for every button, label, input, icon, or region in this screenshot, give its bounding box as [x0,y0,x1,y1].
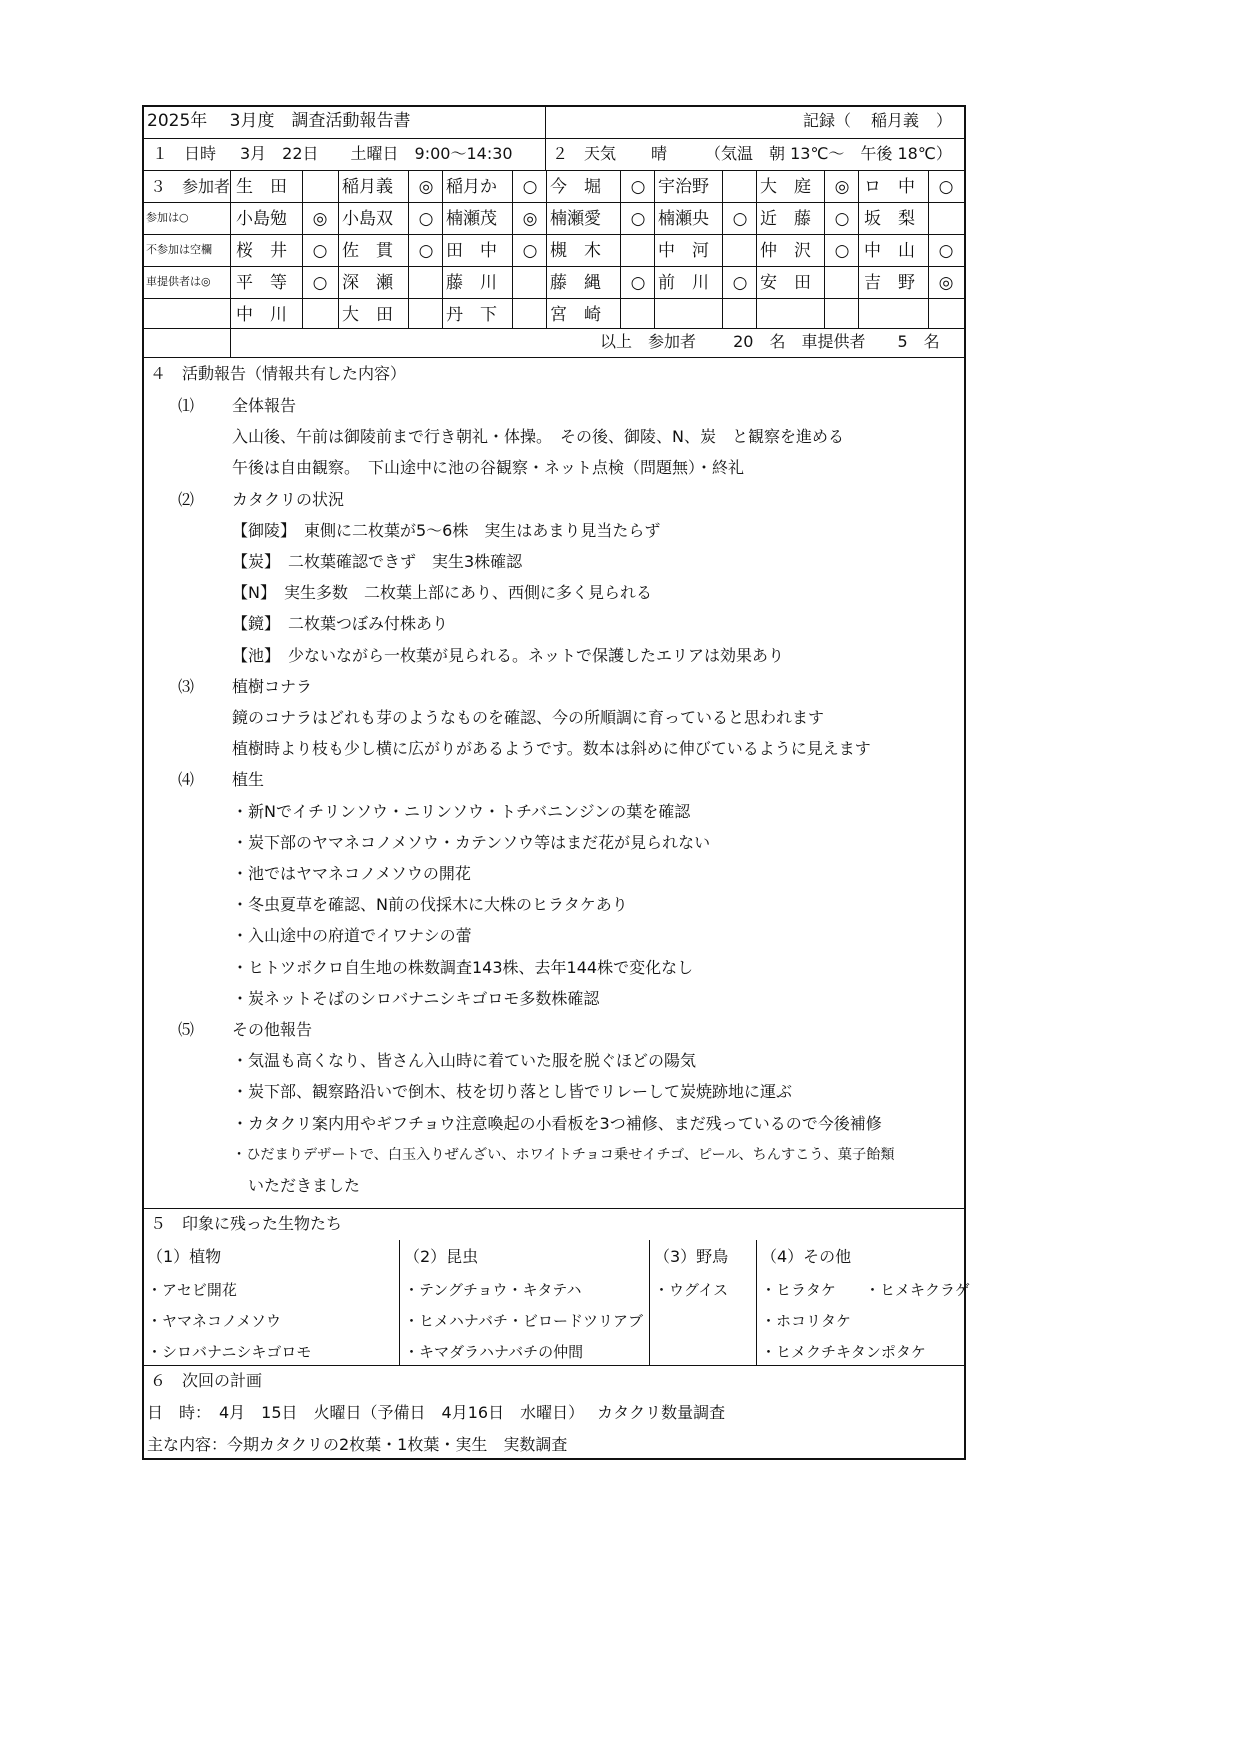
participant-name: 吉 野 [864,273,915,293]
rule-line [144,266,964,267]
participant-name: 小島勉 [236,209,287,229]
participants-label: ３ 参加者 [150,177,231,196]
recorder-label: 記録（ [803,111,852,130]
report-line: 入山後、午前は御陵前まで行き朝礼・体操。 その後、御陵、N、炭 と観察を進める [232,427,844,447]
attendance-mark: ○ [418,241,434,261]
creature-category: （3）野鳥 [654,1247,729,1266]
creature-item: ・テングチョウ・キタテハ [404,1281,582,1299]
attendance-mark: ○ [938,241,954,261]
participant-summary: 以上 参加者 20 名 車提供者 5 名 [600,332,940,351]
attendance-mark: ○ [834,209,850,229]
report-line: ・ひだまりデザートで、白玉入りぜんざい、ホワイトチョコ乗せイチゴ、ピール、ちんすこう、菓子飴類 [232,1146,895,1163]
rule-line [756,1240,757,1365]
creature-item: ・ヒラタケ [761,1281,836,1299]
attendance-mark: ○ [312,273,328,293]
report-line: 【御陵】 東側に二枚葉が5～6株 実生はあまり見当たらず [232,520,661,540]
participant-name: ロ 中 [864,177,915,197]
rule-line [338,170,339,328]
section-title: 全体報告 [232,396,297,415]
participant-name: 中 河 [658,241,709,261]
attendance-mark: ◎ [522,209,538,229]
section-number: ⑷ [178,770,195,790]
rule-line [512,170,513,328]
report-line: ・池ではヤマネコノメソウの開花 [232,864,471,883]
rule-line [408,170,409,328]
activity-heading: ４ 活動報告（情報共有した内容） [150,364,407,383]
participant-name: 楠瀬愛 [550,209,601,229]
participant-name: 丹 下 [446,305,497,325]
participant-name: 平 等 [236,273,287,293]
date-value: 3月 22日 土曜日 9:00～14:30 [240,144,513,163]
attendance-mark: ○ [938,177,954,197]
report-line: 鏡のコナラはどれも芽のようなものを確認、今の所順調に育っていると思われます [232,708,825,727]
participant-name: 大 庭 [760,177,811,197]
rule-line [144,298,964,299]
participant-name: 宮 崎 [550,305,601,325]
rule-line [545,107,546,170]
attendance-mark: ◎ [312,209,328,229]
participant-name: 桜 井 [236,241,287,261]
rule-line [442,170,443,328]
report-sheet [142,105,971,1460]
creature-item: ・アセビ開花 [147,1281,237,1299]
attendance-mark: ◎ [938,273,954,293]
legend-absent: 不参加は空欄 [146,243,212,256]
next-plan-content: 主な内容：今期カタクリの2枚葉・1枚葉・実生 実数調査 [147,1435,568,1454]
report-line: 【鏡】 二枚葉つぼみ付株あり [232,614,449,634]
creature-category: （1）植物 [147,1247,222,1266]
rule-line [230,328,231,357]
weather-value: 晴 [651,144,668,163]
legend-attend: 参加は○ [146,211,189,224]
creature-item: ・ヒメハナバチ・ビロードツリアブ [404,1312,643,1330]
section-number: ⑴ [178,396,195,415]
rule-line [144,1365,964,1366]
report-line: 植樹時より枝も少し横に広がりがあるようです。数本は斜めに伸びているように見えます [232,739,871,759]
date-label: １ 日時 [152,144,217,163]
report-line: ・カタクリ案内用やギフチョウ注意喚起の小看板を3つ補修、まだ残っているので今後補修 [232,1113,882,1133]
rule-line [144,357,964,358]
participant-name: 今 堀 [550,177,601,197]
temperature: （気温 朝 13℃～ 午後 18℃） [705,144,952,163]
section-title: 植樹コナラ [232,676,313,696]
report-title: 2025年 3月度 調査活動報告書 [147,111,411,131]
rule-line [649,1240,650,1365]
attendance-mark: ○ [630,177,646,197]
rule-line [144,234,964,235]
creature-item: ・ヤマネコノメソウ [147,1312,281,1330]
rule-line [144,170,964,171]
creature-category: （2）昆虫 [404,1247,479,1266]
participant-name: 佐 貫 [342,241,393,261]
creature-item: ・シロバナニシキゴロモ [147,1343,312,1361]
rule-line [928,170,929,328]
participant-name: 近 藤 [760,209,811,229]
report-line: ・炭下部、観察路沿いで倒木、枝を切り落とし皆でリレーして炭焼跡地に運ぶ [232,1082,793,1102]
rule-line [302,170,303,328]
report-line: いただきました [232,1176,361,1195]
rule-line [230,170,231,328]
participant-name: 前 川 [658,273,709,293]
participant-name: 中 山 [864,241,915,261]
participant-name: 稲月か [446,177,497,197]
report-line: 【N】 実生多数 二枚葉上部にあり、西側に多く見られる [232,583,652,603]
creature-item: ・ヒメキクラゲ [865,1281,971,1299]
rule-line [858,170,859,328]
section-number: ⑸ [178,1020,195,1039]
attendance-mark: ◎ [834,177,850,197]
creatures-heading: ５ 印象に残った生物たち [150,1214,343,1233]
report-line: ・ヒトツボクロ自生地の株数調査143株、去年144株で変化なし [232,957,694,977]
rule-line [620,170,621,328]
report-line: 【炭】 二枚葉確認できず 実生3株確認 [232,552,523,571]
participant-name: 坂 梨 [864,209,915,229]
rule-line [546,170,547,328]
attendance-mark: ○ [630,209,646,229]
participant-name: 田 中 [446,241,497,261]
attendance-mark: ○ [522,241,538,261]
creature-item: ・ウグイス [654,1281,729,1299]
rule-line [144,138,964,139]
section-title: 植生 [232,770,265,790]
participant-name: 中 川 [236,305,287,325]
participant-name: 藤 川 [446,273,497,293]
report-line: ・炭ネットそばのシロバナニシキゴロモ多数株確認 [232,988,600,1008]
next-plan-date: 日 時： 4月 15日 火曜日（予備日 4月16日 水曜日） カタクリ数量調査 [147,1403,726,1422]
rule-line [144,328,964,329]
rule-line [144,202,964,203]
legend-car: 車提供者は◎ [146,275,211,288]
participant-name: 槻 木 [550,241,601,261]
attendance-mark: ○ [732,273,748,293]
attendance-mark: ○ [732,209,748,229]
creature-item: ・ヒメクチキタンポタケ [761,1343,926,1361]
recorder-name: 稲月義 [871,111,920,130]
section-title: カタクリの状況 [232,489,345,509]
participant-name: 仲 沢 [760,241,811,261]
section-number: ⑵ [178,489,195,509]
recorder-close: ） [936,111,953,130]
participant-name: 宇治野 [658,177,709,197]
attendance-mark: ○ [418,209,434,229]
creature-item: ・ホコリタケ [761,1312,852,1330]
report-line: ・冬虫夏草を確認、N前の伐採木に大株のヒラタケあり [232,895,628,915]
participant-name: 稲月義 [342,177,393,197]
participant-name: 藤 縄 [550,273,601,293]
section-title: その他報告 [232,1020,313,1039]
participant-name: 楠瀬茂 [446,209,497,229]
report-line: ・気温も高くなり、皆さん入山時に着ていた服を脱ぐほどの陽気 [232,1051,697,1071]
section-number: ⑶ [178,676,195,696]
report-line: 【池】 少ないながら一枚葉が見られる。ネットで保護したエリアは効果あり [232,645,785,665]
rule-line [756,170,757,328]
rule-line [722,170,723,328]
next-plan-heading: ６ 次回の計画 [150,1371,263,1390]
participant-name: 楠瀬央 [658,209,709,229]
report-line: 午後は自由観察。 下山途中に池の谷観察・ネット点検（問題無）・終礼 [232,458,745,478]
participant-name: 安 田 [760,273,811,293]
rule-line [144,1208,964,1209]
report-line: ・新Nでイチリンソウ・ニリンソウ・トチバニンジンの葉を確認 [232,801,691,821]
creature-item: ・キマダラハナバチの仲間 [404,1343,584,1361]
report-line: ・入山途中の府道でイワナシの蕾 [232,926,472,946]
participant-name: 生 田 [236,177,287,197]
rule-line [654,170,655,328]
participant-name: 大 田 [342,305,393,325]
attendance-mark: ○ [522,177,538,197]
attendance-mark: ◎ [418,177,434,197]
attendance-mark: ○ [312,241,328,261]
participant-name: 小島双 [342,209,393,229]
participant-name: 深 瀬 [342,273,393,293]
attendance-mark: ○ [630,273,646,293]
rule-line [824,170,825,328]
attendance-mark: ○ [834,241,850,261]
weather-label: ２ 天気 [552,144,617,163]
rule-line [399,1240,400,1365]
creature-category: （4）その他 [761,1247,852,1266]
report-line: ・炭下部のヤマネコノメソウ・カテンソウ等はまだ花が見られない [232,832,711,852]
